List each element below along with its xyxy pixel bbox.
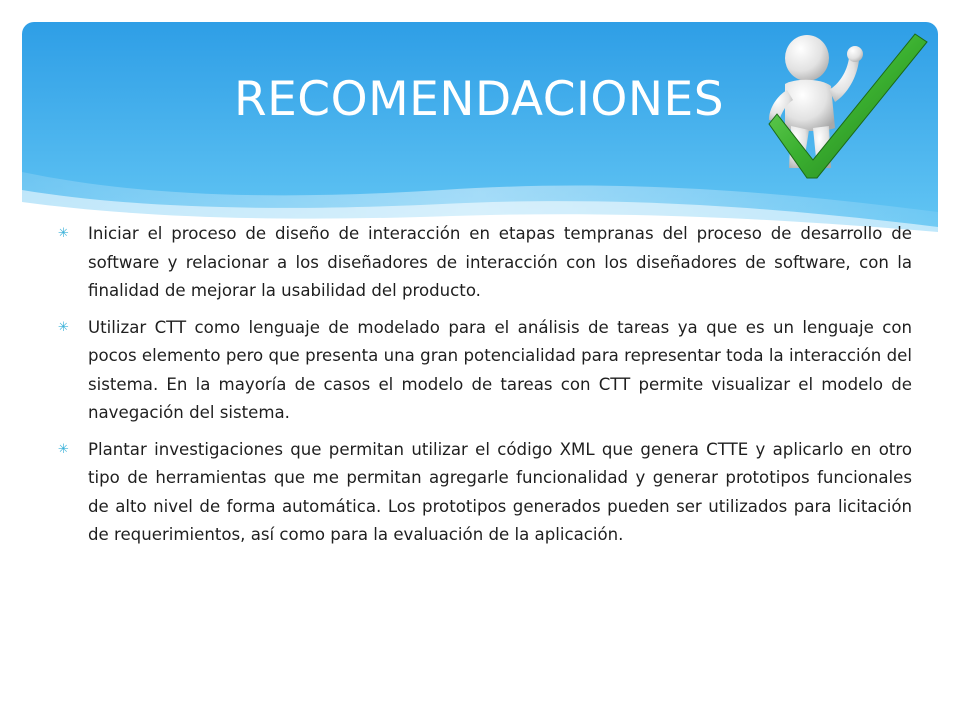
person-with-checkmark-icon: [755, 28, 930, 180]
list-item-text: Utilizar CTT como lenguaje de modelado para el análisis de tareas ya que es un lenguaje con pocos elemento pero que presenta una gran potencialidad para representar toda la interacción del sistema. En la mayoría de casos el modelo de tareas con CTT permite visualizar el modelo de navegación del sistema.: [88, 317, 912, 422]
list-item-text: Plantar investigaciones que permitan utilizar el código XML que genera CTTE y aplicarlo en otro tipo de herramientas que me permitan agregarle funcionalidad y generar prototipos funcionales de alto nivel de forma automática. Los prototipos generados pueden ser utilizados para licitación de requerimientos, así como para la evaluación de la aplicación.: [88, 439, 912, 544]
list-item: [58, 314, 912, 428]
bullet-icon: ✳: [58, 319, 69, 335]
list-item-text: Iniciar el proceso de diseño de interacción en etapas tempranas del proceso de desarrollo de software y relacionar a los diseñadores de interacción con los diseñadores de software, con la finalidad de mejorar la usabilidad del producto.: [88, 224, 912, 300]
bullet-icon: ✳: [58, 226, 69, 241]
bullet-icon: ✳: [58, 441, 69, 457]
list-item: [58, 436, 912, 550]
slide-title: RECOMENDACIONES: [233, 72, 725, 127]
recommendations-list: [58, 220, 912, 558]
list-item: [58, 220, 912, 306]
